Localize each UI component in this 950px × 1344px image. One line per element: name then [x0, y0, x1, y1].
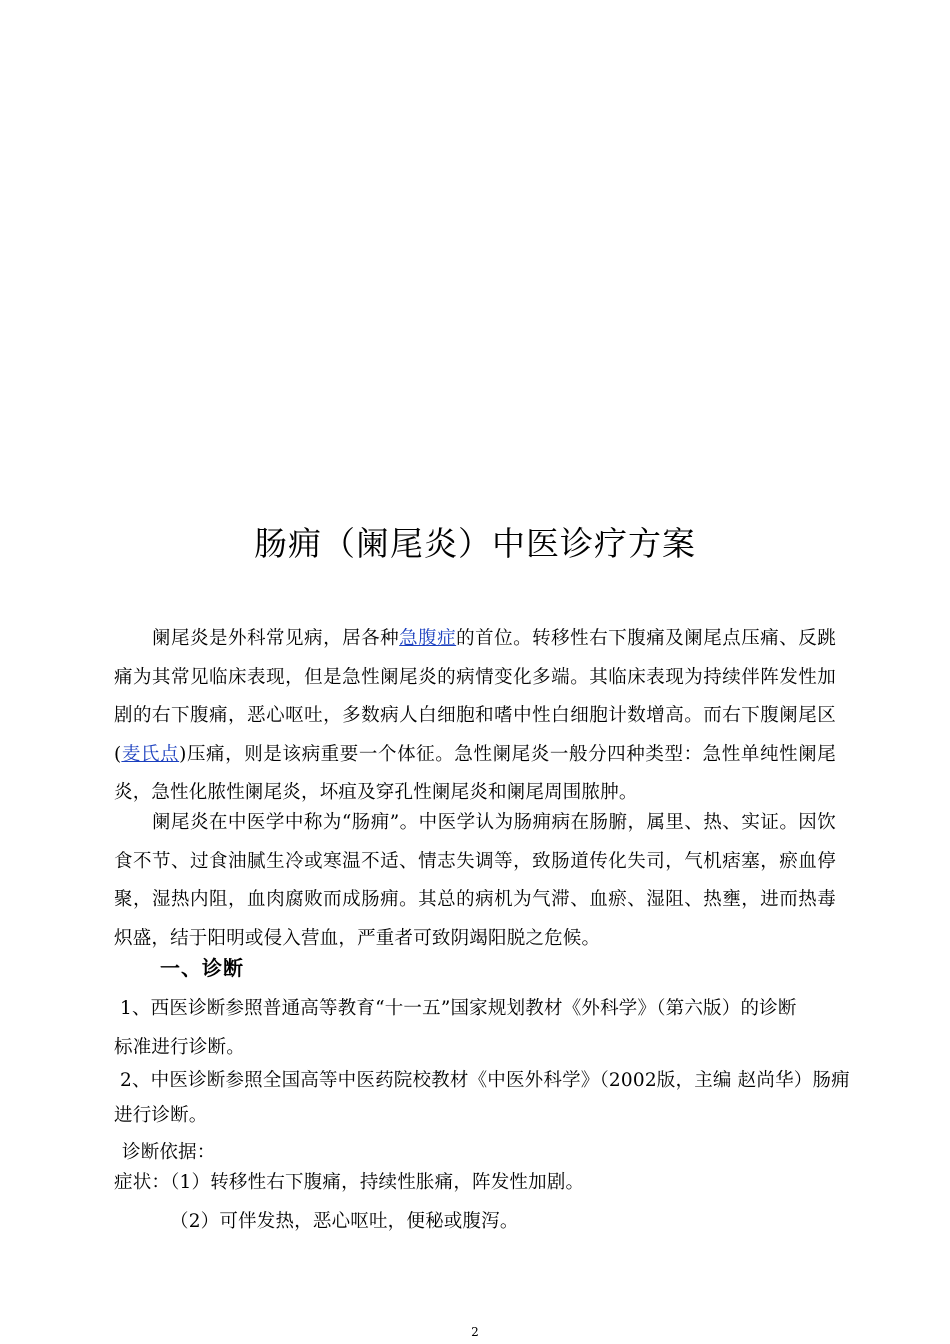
acute-abdomen-link[interactable]: 急腹症	[399, 628, 457, 649]
symptoms-line-1: 症状：（1）转移性右下腹痛，持续性胀痛，阵发性加剧。	[114, 1172, 585, 1193]
diagnosis-item-2-line-1: 2、中医诊断参照全国高等中医药院校教材《中医外科学》（2002版，主编 赵尚华）肠痈	[120, 1070, 850, 1091]
document-title: 肠痈（阑尾炎）中医诊疗方案	[254, 524, 696, 563]
intro-paragraph	[114, 620, 836, 813]
page-number: 2	[471, 1325, 479, 1339]
symptoms-line-2: （2）可伴发热，恶心呕吐，便秘或腹泻。	[170, 1211, 519, 1232]
section-heading-diagnosis: 一、诊断	[160, 956, 244, 980]
diagnosis-item-1-line-1: 1、西医诊断参照普通高等教育“十一五”国家规划教材《外科学》（第六版）的诊断	[120, 998, 797, 1019]
intro-text-3: )压痛，则是该病重要一个体征。急性阑尾炎一般分四种类型：急性单纯性阑尾炎，急性化脓性阑尾炎，坏疽及穿孔性阑尾炎和阑尾周围脓肿。	[114, 743, 836, 803]
diagnosis-item-1-line-2: 标准进行诊断。	[114, 1037, 245, 1058]
tcm-paragraph: 阑尾炎在中医学中称为“肠痈”。中医学认为肠痈病在肠腑，属里、热、实证。因饮食不节、过食油腻生冷或寒温不适、情志失调等，致肠道传化失司，气机痞塞，瘀血停聚，湿热内阻，血肉腐败而成肠痈。其总的病机为气滞、血瘀、湿阻、热壅，进而热毒炽盛，结于阳明或侵入营血，严重者可致阴竭阳脱之危候。	[114, 812, 836, 949]
diagnosis-basis-label: 诊断依据：	[122, 1142, 216, 1163]
diagnosis-item-2-line-2: 进行诊断。	[114, 1105, 208, 1126]
intro-text-1: 阑尾炎是外科常见病，居各种	[152, 628, 400, 649]
intro-text-2: 的首位。转移性右下腹痛及阑尾点压痛、反跳痛为其常见临床表现，但是急性阑尾炎的病情变化多端。其临床表现为持续伴阵发性加剧的右下腹痛，恶心呕吐，多数病人白细胞和嗜中性白细胞计数增高。而右下腹阑尾区(	[114, 628, 836, 765]
mcburney-point-link[interactable]: 麦氏点	[121, 743, 180, 765]
